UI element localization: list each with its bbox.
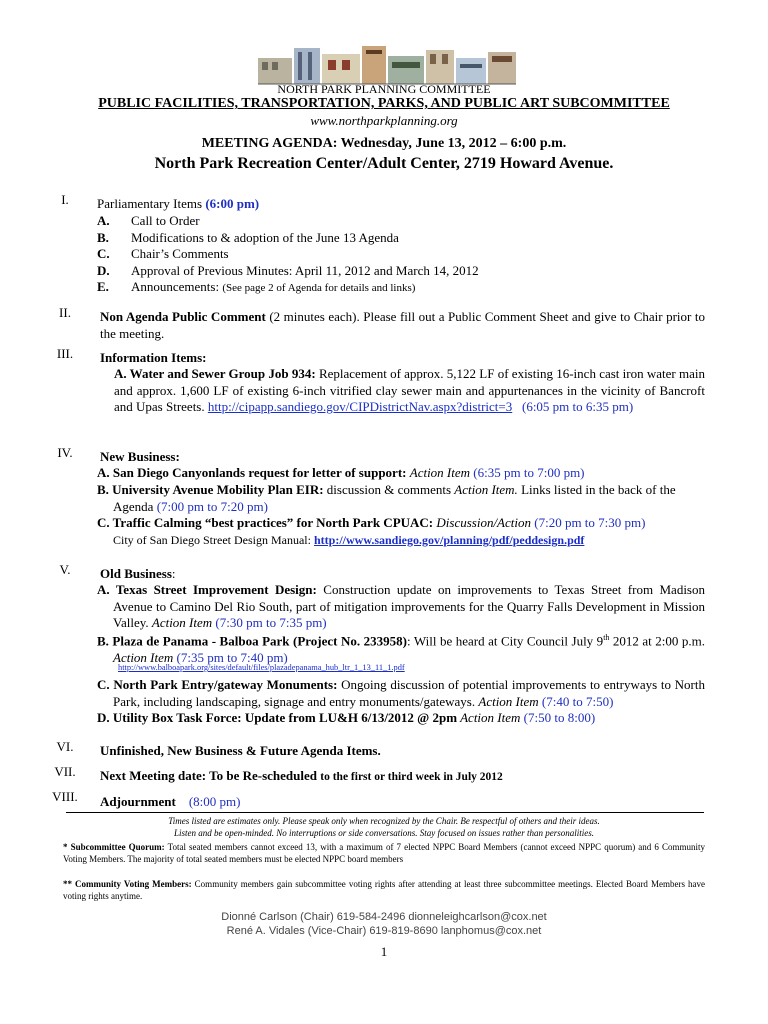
old-business-item-c: C. North Park Entry/gateway Monuments: Ongoing discussion of potential improvements to entryways to North Park, including landscaping, signage and entry monuments/gateways. Action Item (7:40 to 7:50) (97, 677, 706, 709)
section-title: New Business: (100, 449, 180, 464)
north-park-logo-banner (258, 44, 516, 86)
chair-contact: Dionné Carlson (Chair) 619-584-2496 dionneleighcarlson@cox.net (221, 911, 547, 923)
cipapp-link[interactable]: http://cipapp.sandiego.gov/CIPDistrictNav.aspx?district=3 (207, 399, 513, 414)
section-numeral: VI. (56, 739, 74, 754)
peddesign-link[interactable]: http://www.sandiego.gov/planning/pdf/peddesign.pdf (313, 533, 585, 547)
divider (66, 812, 704, 813)
street-design-manual-line: City of San Diego Street Design Manual: http://www.sandiego.gov/planning/pdf/peddesign.pdf (113, 533, 585, 547)
new-business-item-c: C. Traffic Calming “best practices” for North Park CPUAC: Discussion/Action (7:20 pm to 7:30 pm) (97, 515, 646, 530)
website: www.northparkplanning.org (310, 113, 458, 128)
voting-members-note: ** Community Voting Members: Community members gain subcommittee voting rights after attending at least three subcommittee meetings. Elected Board Members have voting rights anytime. (63, 879, 706, 901)
old-business-item-d: D. Utility Box Task Force: Update from LU&H 6/13/2012 @ 2pm Action Item (7:50 to 8:00) (97, 710, 596, 725)
section-numeral: VII. (54, 764, 76, 779)
section-numeral: II. (59, 305, 71, 320)
new-business-item-b: B. University Avenue Mobility Plan EIR: discussion & comments Action Item. Links listed in the back of the Agenda (7:00 pm to 7:20 pm) (97, 482, 676, 514)
water-sewer-item: A. Water and Sewer Group Job 934: Replacement of approx. 5,122 LF of existing 16-inch cast iron water main and approx. 1,600 LF of existing 6-inch vitrified clay sewer main and appurtenances in the vicinity of Bancroft and Upas Streets. http://cipapp.sandiego.gov/CIPDistrictNav.aspx?district=3 (6:05 pm to 6:35 pm) (114, 366, 705, 414)
section-title: Information Items: (100, 350, 207, 365)
meeting-location: North Park Recreation Center/Adult Center, 2719 Howard Avenue. (154, 155, 614, 172)
subcommittee-name: PUBLIC FACILITIES, TRANSPORTATION, PARKS, AND PUBLIC ART SUBCOMMITTEE (98, 96, 670, 111)
page-number: 1 (380, 944, 388, 959)
section-numeral: VIII. (52, 789, 78, 804)
vice-chair-contact: René A. Vidales (Vice-Chair) 619-819-8690 lanphomus@cox.net (226, 925, 542, 937)
committee-name: NORTH PARK PLANNING COMMITTEE (277, 82, 491, 96)
section-numeral: IV. (57, 445, 73, 460)
section-title: Unfinished, New Business & Future Agenda Items. (100, 743, 381, 758)
times-disclaimer: Times listed are estimates only. Please speak only when recognized by the Chair. Be respectful of others and their ideas. Listen and be open-minded. No interruptions or side conversations. Stay focused on issues rather than personalities. (168, 816, 600, 838)
section-numeral: III. (56, 346, 74, 361)
agenda-line: MEETING AGENDA: Wednesday, June 13, 2012 – 6:00 p.m. (201, 136, 567, 151)
section-title: Old Business: (100, 566, 176, 581)
balboa-park-link-line (118, 663, 405, 672)
section-title: Parliamentary Items (6:00 pm) (97, 196, 260, 211)
section-title: Adjournment (8:00 pm) (100, 794, 241, 809)
section-numeral: V. (59, 562, 71, 577)
new-business-item-a: A. San Diego Canyonlands request for letter of support: Action Item (6:35 pm to 7:00 pm) (97, 465, 585, 480)
section-numeral: I. (61, 192, 69, 207)
old-business-item-a: A. Texas Street Improvement Design: Construction update on improvements to Texas Street from Madison Avenue to Camino Del Rio South, part of mitigation improvements for the Quarry Falls Development in Mission Valley. Action Item (7:30 pm to 7:35 pm) (97, 582, 705, 630)
quorum-note: * Subcommittee Quorum: Total seated members cannot exceed 13, with a maximum of 7 elected NPPC Board Members (cannot exceed NPPC quorum) and 6 Community Voting Members. The majority of total seated members must be elected NPPC board members (63, 842, 705, 864)
old-business-item-b: B. Plaza de Panama - Balboa Park (Project No. 233958): Will be heard at City Council July 9th 2012 at 2:00 p.m. Action Item (7:35 pm to 7:40 pm) (97, 633, 706, 665)
balboa-park-link[interactable]: http://www.balboapark.org/sites/default/files/plazadepanama_hub_ltr_1_13_11_1.pdf (118, 663, 405, 672)
public-comment-paragraph: Non Agenda Public Comment (2 minutes each). Please fill out a Public Comment Sheet and give to Chair prior to the meeting. (100, 309, 705, 341)
section-title: Next Meeting date: To be Re-scheduled to the first or third week in July 2012 (100, 768, 503, 783)
